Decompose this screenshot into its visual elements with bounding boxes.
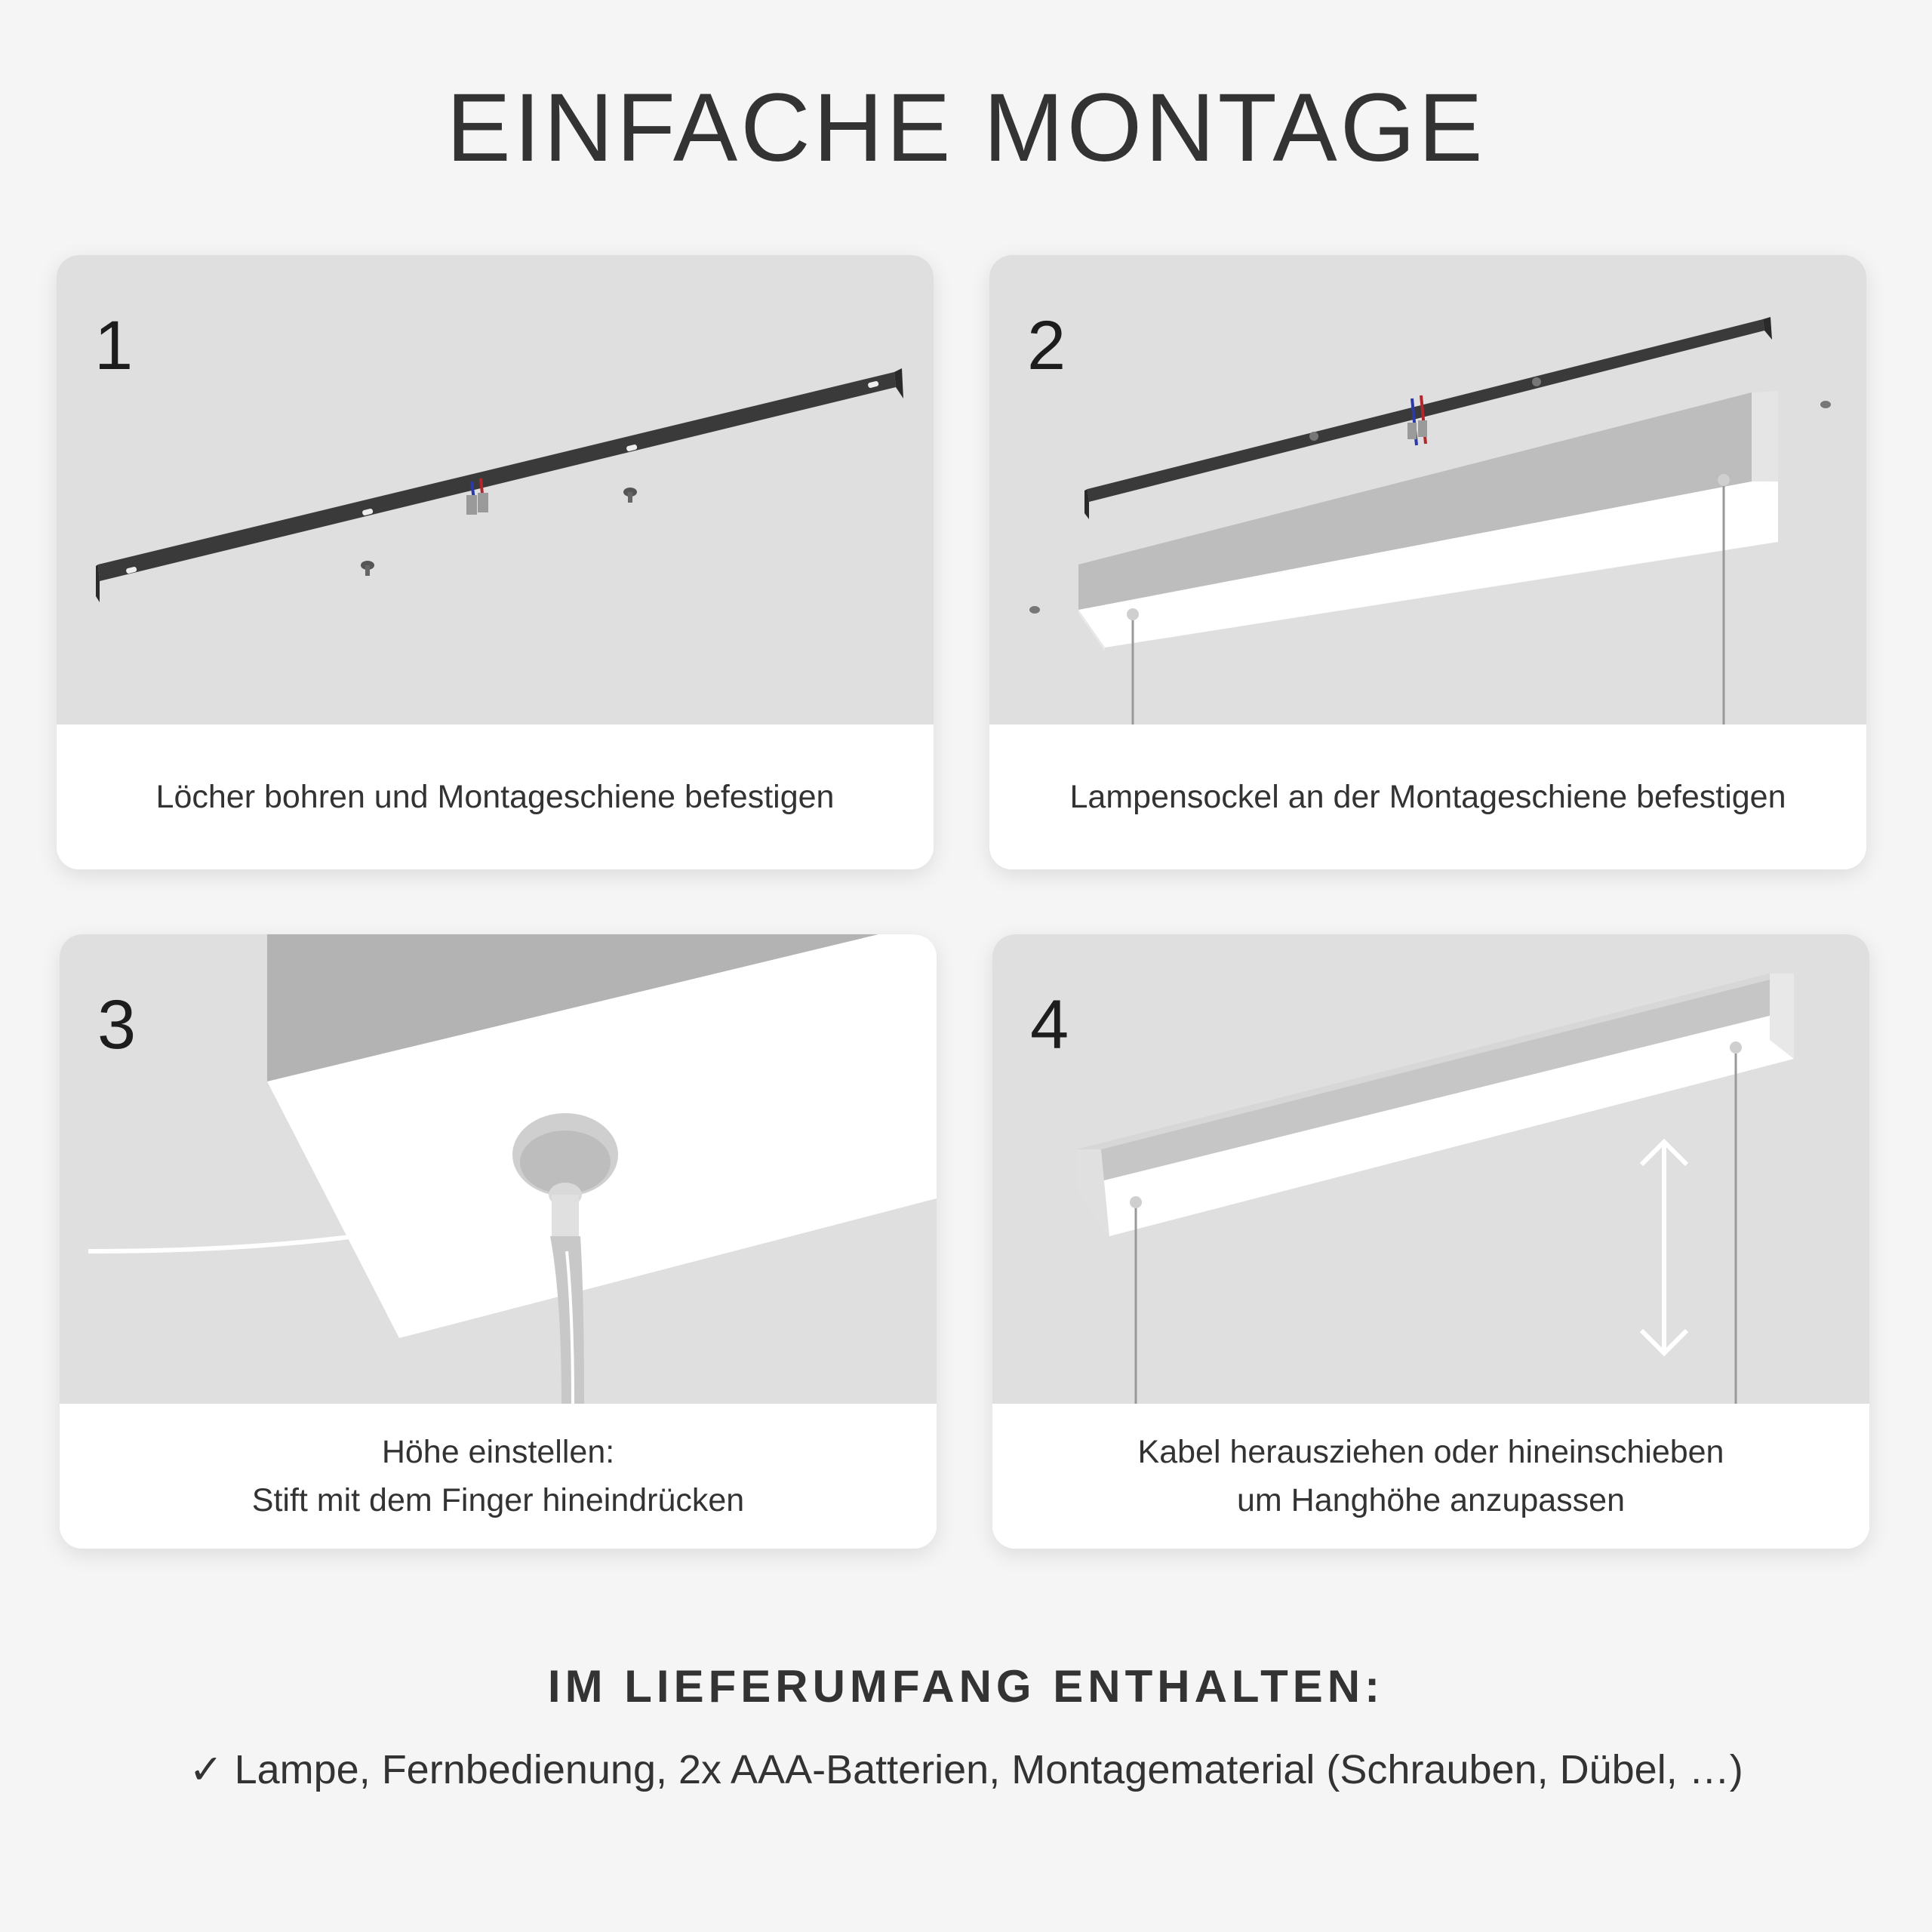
- caption-line: Kabel herausziehen oder hineinschieben: [1137, 1434, 1724, 1470]
- step-number: 3: [97, 986, 137, 1063]
- caption-line: Höhe einstellen:: [381, 1434, 615, 1470]
- step-number: 2: [1027, 307, 1066, 384]
- caption-line: Löcher bohren und Montageschiene befestigen: [155, 779, 835, 815]
- step-caption: [992, 1404, 1869, 1549]
- caption-line: Lampensockel an der Montageschiene befestigen: [1069, 779, 1786, 815]
- included-list: [0, 1740, 1932, 1800]
- step-card-2: [989, 255, 1866, 869]
- mounting-rail-illustration: [57, 255, 934, 724]
- check-icon: ✓: [189, 1747, 223, 1792]
- step-3-illustration: [60, 934, 937, 1404]
- step-caption: [989, 724, 1866, 869]
- step-caption: [57, 724, 934, 869]
- height-adjust-closeup-illustration: [60, 934, 937, 1404]
- included-items-text: Lampe, Fernbedienung, 2x AAA-Batterien, Montagematerial (Schrauben, Dübel, …): [234, 1747, 1743, 1792]
- hanging-height-illustration: [992, 934, 1869, 1404]
- step-caption: [60, 1404, 937, 1549]
- included-heading: IM LIEFERUMFANG ENTHALTEN:: [547, 1661, 1385, 1712]
- step-1-illustration: [57, 255, 934, 724]
- step-4-illustration: [992, 934, 1869, 1404]
- page-title: EINFACHE MONTAGE: [446, 74, 1486, 182]
- step-number: 1: [94, 307, 134, 384]
- step-card-3: [60, 934, 937, 1549]
- step-card-4: [992, 934, 1869, 1549]
- caption-line: um Hanghöhe anzupassen: [1237, 1482, 1625, 1518]
- lamp-base-illustration: [989, 255, 1866, 724]
- step-number: 4: [1030, 986, 1069, 1063]
- step-card-1: [57, 255, 934, 869]
- caption-line: Stift mit dem Finger hineindrücken: [251, 1482, 745, 1518]
- step-2-illustration: [989, 255, 1866, 724]
